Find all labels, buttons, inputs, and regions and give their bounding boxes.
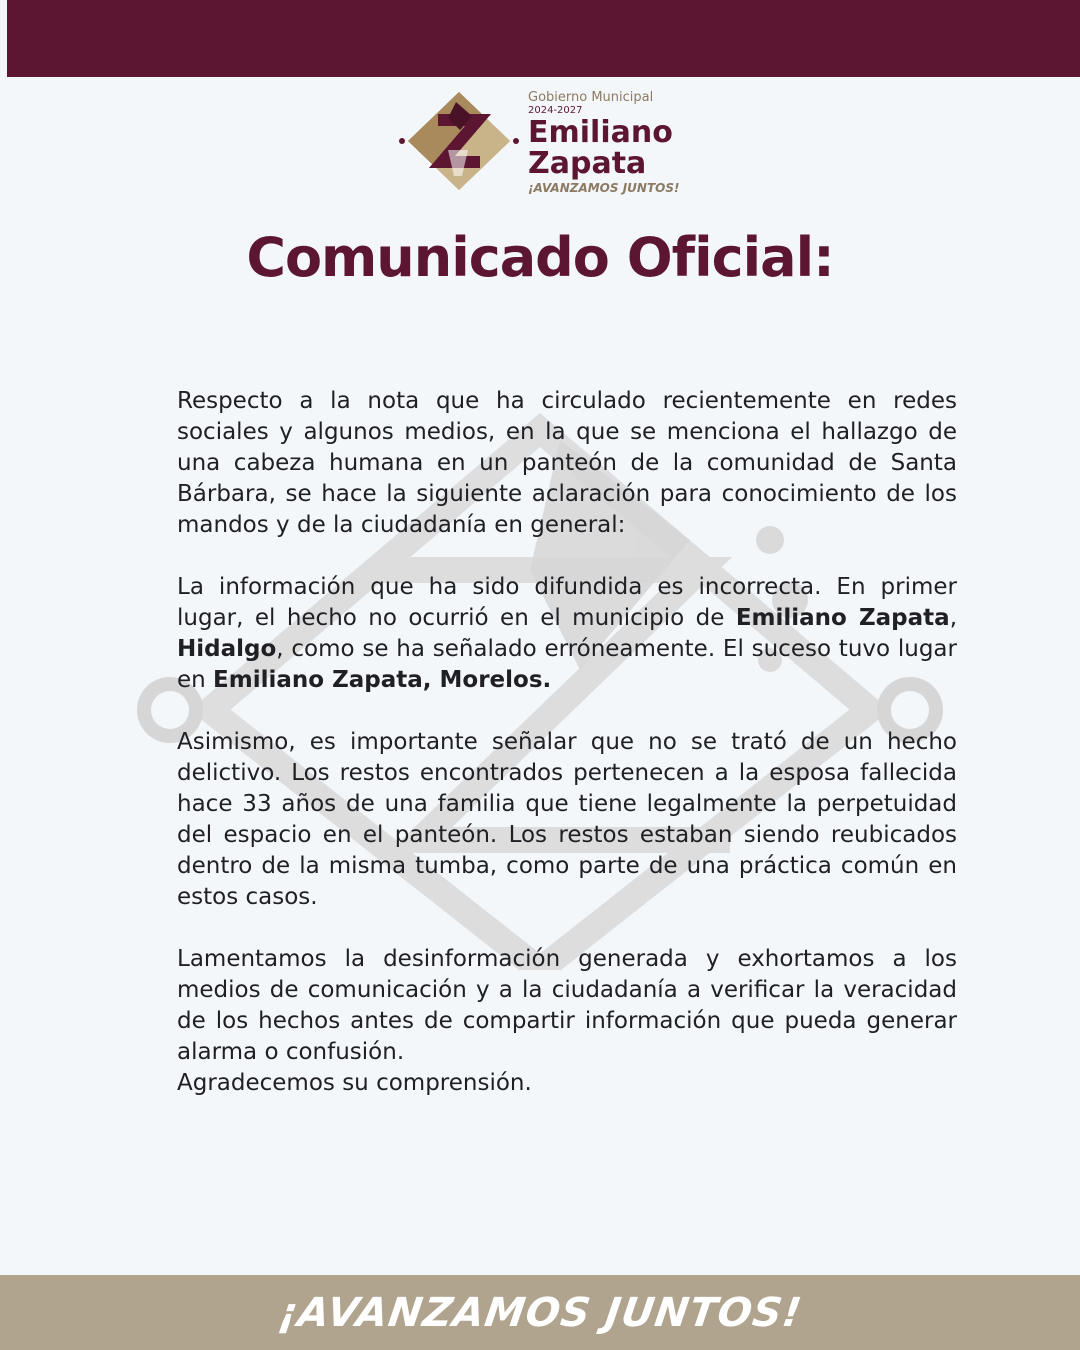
bottom-banner xyxy=(0,1275,1080,1350)
municipality-name-line1: Emiliano xyxy=(528,115,673,150)
paragraph-appeal: Lamentamos la desinformación generada y exhortamos a los medios de comunicación y a la ciudadanía a verificar la veracidad de los hechos antes de compartir información que pueda generar alarma o confusión. xyxy=(177,946,957,1065)
bold-state: Hidalgo xyxy=(177,636,277,662)
logo-slogan: ¡AVANZAMOS JUNTOS! xyxy=(528,181,680,195)
text-span: , xyxy=(949,605,957,631)
text-span: , como se ha señalado erróneamente. El suceso tuvo lugar en xyxy=(177,636,957,693)
paragraph-clarification xyxy=(177,572,957,696)
bold-actual-location: Emiliano Zapata, Morelos. xyxy=(213,667,552,693)
government-label: Gobierno Municipal xyxy=(528,90,654,105)
statement-body xyxy=(177,386,957,1099)
paragraph-intro: Respecto a la nota que ha circulado recientemente en redes sociales y algunos medios, en la que se menciona el hallazgo de una cabeza humana en un panteón de la comunidad de Santa Bárbara, se hace la siguiente aclaración para conocimiento de los mandos y de la ciudadanía en general: xyxy=(177,388,957,538)
bold-municipality: Emiliano Zapata xyxy=(735,605,950,631)
paragraph-details: Asimismo, es importante señalar que no se trató de un hecho delictivo. Los restos encontrados pertenecen a la esposa fallecida hace 33 años de una familia que tiene legalmente la perpetuidad del espacio en el panteón. Los restos estaban siendo reubicados dentro de la misma tumba, como parte de una práctica común en estos casos. xyxy=(177,729,957,910)
municipal-logo xyxy=(398,88,698,210)
emiliano-zapata-emblem-icon xyxy=(398,90,520,192)
footer-slogan: ¡AVANZAMOS JUNTOS! xyxy=(275,1289,805,1336)
term-years: 2024-2027 xyxy=(528,105,583,116)
text-span: La información que ha sido difundida es incorrecta. En primer lugar, el hecho no ocurrió en el municipio de xyxy=(177,574,957,631)
page-title: Comunicado Oficial: xyxy=(246,226,834,289)
top-banner xyxy=(7,0,1080,77)
paragraph-thanks: Agradecemos su comprensión. xyxy=(177,1070,532,1096)
municipality-name-line2: Zapata xyxy=(528,146,647,181)
